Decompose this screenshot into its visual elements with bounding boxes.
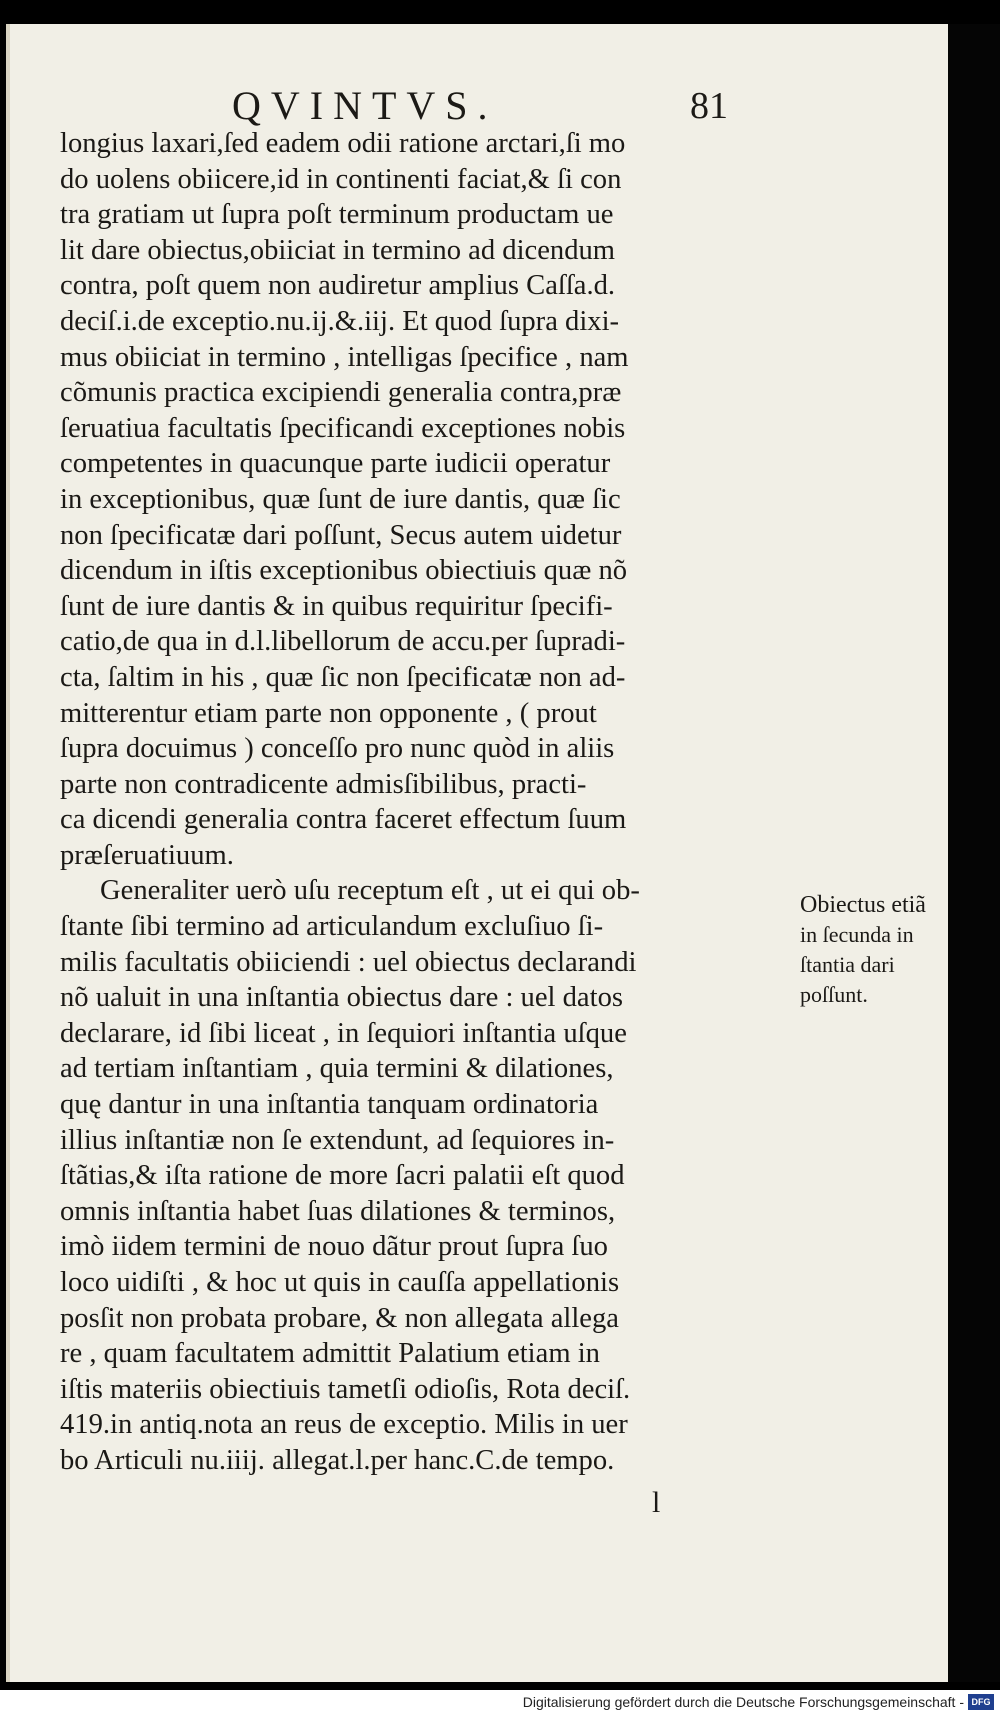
text-line: cõmunis practica excipiendi generalia contra,præ xyxy=(60,377,622,409)
text-line: nõ ualuit in una inſtantia obiectus dare : uel datos xyxy=(60,982,623,1014)
text-line: ſtãtias,& iſta ratione de more ſacri palatii eſt quod xyxy=(60,1160,625,1192)
marginal-note-line: Obiectus etiã xyxy=(800,892,926,918)
text-line: in exceptionibus, quæ ſunt de iure dantis, quæ ſic xyxy=(60,483,621,515)
catchword: l xyxy=(652,1486,661,1519)
text-line: do uolens obiicere,id in continenti faciat,& ſi con xyxy=(60,163,622,195)
text-line: posſit non probata probare, & non allegata allega xyxy=(60,1302,619,1334)
scan-background xyxy=(948,24,1000,1682)
funding-credit: Digitalisierung gefördert durch die Deutsche Forschungsgemeinschaft - xyxy=(522,1694,964,1710)
text-line: non ſpecificatæ dari poſſunt, Secus autem uidetur xyxy=(60,519,622,551)
folio-number: 81 xyxy=(690,85,728,127)
text-line: catio,de qua in d.l.libellorum de accu.per ſupradi- xyxy=(60,626,626,658)
text-line: iſtis materiis obiectiuis tametſi odioſis, Rota deciſ. xyxy=(60,1373,631,1405)
text-line: quę dantur in una inſtantia tanquam ordinatoria xyxy=(60,1089,599,1121)
text-line: ad tertiam inſtantiam , quia termini & dilationes, xyxy=(60,1053,614,1085)
dfg-logo-icon: DFG xyxy=(968,1694,994,1710)
text-line: mus obiiciat in termino , intelligas ſpecifice , nam xyxy=(60,341,629,373)
paragraph-start-line: Generaliter uerò uſu receptum eſt , ut ei qui ob- xyxy=(100,875,640,907)
text-line: competentes in quacunque parte iudicii operatur xyxy=(60,448,611,480)
text-line: mitterentur etiam parte non opponente , ( prout xyxy=(60,697,597,729)
text-line: loco uidiſti , & hoc ut quis in cauſſa appellationis xyxy=(60,1267,620,1298)
text-line: ca dicendi generalia contra faceret effectum ſuum xyxy=(60,804,627,836)
text-line: bo Articuli nu.iiij. allegat.l.per hanc.C.de tempo. xyxy=(60,1444,615,1476)
page-header xyxy=(10,64,948,134)
text-line: ſtante ſibi termino ad articulandum excluſiuo ſi- xyxy=(60,911,604,943)
text-line: milis facultatis obiiciendi : uel obiectus declarandi xyxy=(60,946,637,978)
text-line: illius inſtantiæ non ſe extendunt, ad ſequiores in- xyxy=(60,1124,615,1156)
text-line: imò iidem termini de nouo dãtur prout ſupra ſuo xyxy=(60,1231,608,1263)
text-line: præſeruatiuum. xyxy=(60,839,234,871)
book-page xyxy=(6,24,948,1682)
text-line: ſeruatiua facultatis ſpecificandi exceptiones nobis xyxy=(60,412,626,444)
text-line: lit dare obiectus,obiiciat in termino ad dicendum xyxy=(60,234,616,266)
text-line: 419.in antiq.nota an reus de exceptio. Milis in uer xyxy=(60,1409,628,1441)
body-text xyxy=(60,126,780,1479)
text-line: cta, ſaltim in his , quæ ſic non ſpecificatæ non ad- xyxy=(60,661,626,693)
text-line: dicendum in iſtis exceptionibus obiectiuis quæ nõ xyxy=(60,555,628,587)
text-line: declarare, id ſibi liceat , in ſequiori inſtantia uſque xyxy=(60,1017,627,1049)
text-line: ſunt de iure dantis & in quibus requiritur ſpecifi- xyxy=(60,590,613,622)
text-line: tra gratiam ut ſupra poſt terminum productam ue xyxy=(60,199,614,231)
text-line: omnis inſtantia habet ſuas dilationes & terminos, xyxy=(60,1195,616,1227)
marginal-note-line: in ſecunda in xyxy=(800,922,914,947)
text-line: ſupra docuimus ) conceſſo pro nunc quòd in aliis xyxy=(60,733,615,765)
marginal-note-line: poſſunt. xyxy=(800,982,868,1007)
text-line: contra, poſt quem non audiretur amplius Caſſa.d. xyxy=(60,270,616,302)
text-line: parte non contradicente admisſibilibus, practi- xyxy=(60,768,587,800)
text-line: longius laxari,ſed eadem odii ratione arctari,ſi mo xyxy=(60,128,626,159)
footer-bar xyxy=(0,1690,1000,1718)
text-line: deciſ.i.de exceptio.nu.ij.&.iij. Et quod ſupra dixi- xyxy=(60,305,620,337)
marginal-note-line: ſtantia dari xyxy=(800,952,895,977)
running-title: QVINTVS. xyxy=(232,83,498,128)
marginal-note xyxy=(800,890,960,1010)
text-line: re , quam facultatem admittit Palatium etiam in xyxy=(60,1338,600,1370)
